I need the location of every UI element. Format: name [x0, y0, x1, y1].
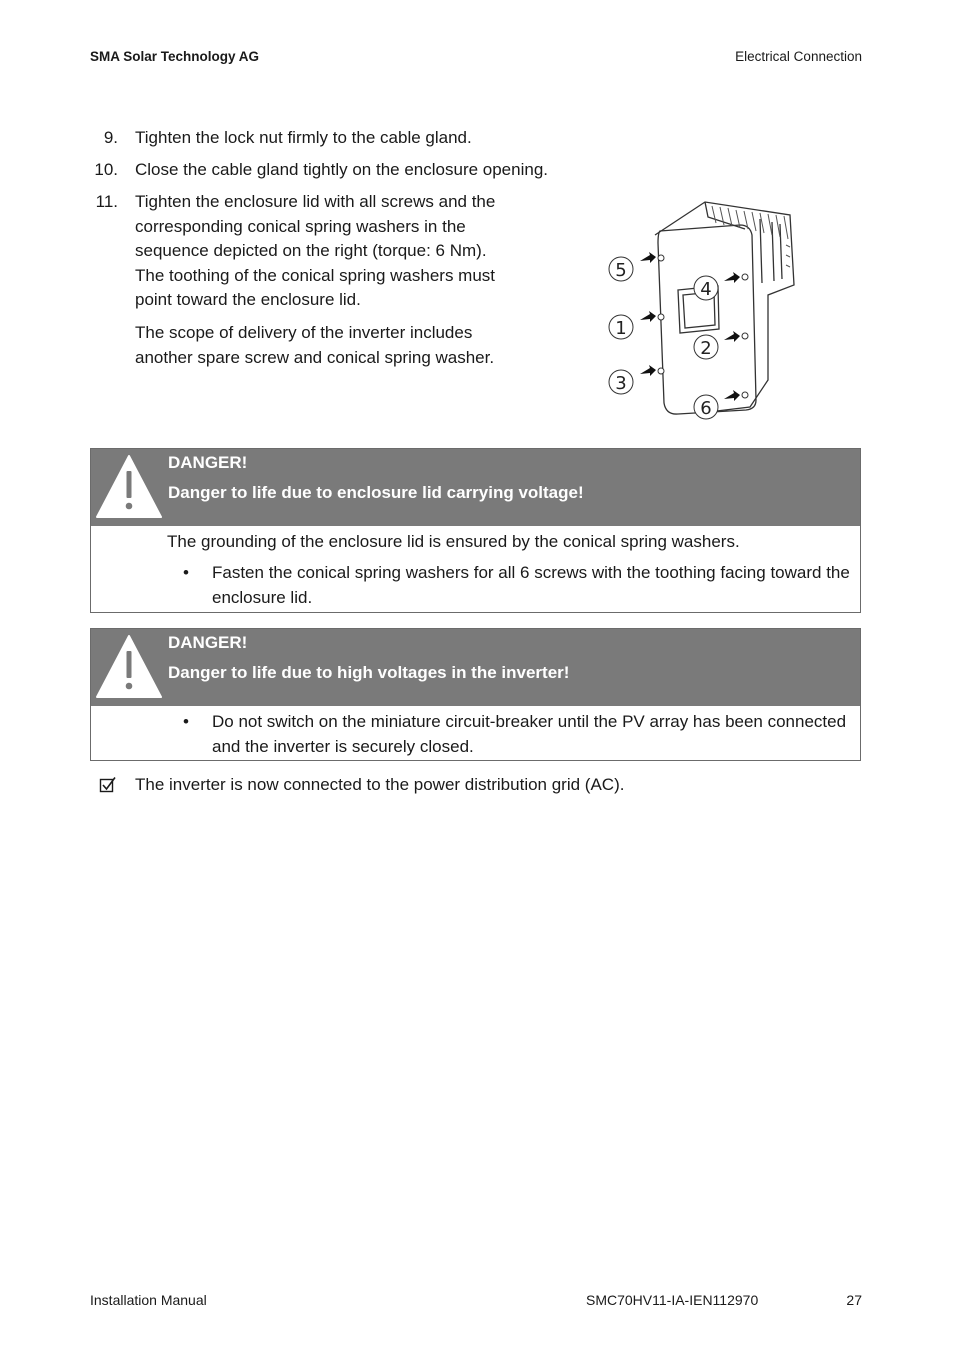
- step-text-line: corresponding conical spring washers in the: [135, 216, 466, 236]
- danger-bullet-line: Fasten the conical spring washers for all 6 screws with the toothing facing toward the: [212, 563, 850, 582]
- step-text-line: The toothing of the conical spring washers must: [135, 265, 496, 285]
- danger-box-high-voltage: [90, 628, 861, 761]
- checkbox-checked-icon: [99, 776, 117, 794]
- step-number: 10.: [94, 160, 118, 179]
- step-text-line: Tighten the enclosure lid with all screws and the: [135, 192, 496, 211]
- danger-box-enclosure-lid: [90, 448, 861, 613]
- footer-page-number: 27: [846, 1292, 862, 1308]
- danger-bullet-line: and the inverter is securely closed.: [212, 737, 474, 756]
- result-text: The inverter is now connected to the power distribution grid (AC).: [135, 775, 625, 794]
- footer-doc-id: SMC70HV11-IA-IEN112970: [586, 1292, 759, 1308]
- inverter-screw-sequence-figure: [600, 195, 805, 425]
- danger-header: [91, 629, 860, 706]
- danger-title: Danger to life due to high voltages in the inverter!: [168, 663, 570, 682]
- screw-label-2: 2: [700, 338, 712, 359]
- danger-bullet-line: Do not switch on the miniature circuit-breaker until the PV array has been connected: [212, 712, 847, 731]
- danger-title: Danger to life due to enclosure lid carrying voltage!: [168, 483, 584, 502]
- step-text-line: point toward the enclosure lid.: [135, 290, 361, 309]
- screw-label-4: 4: [700, 279, 712, 300]
- header-company: SMA Solar Technology AG: [90, 49, 260, 64]
- danger-signal-word: DANGER!: [168, 453, 248, 472]
- step-note-line: another spare screw and conical spring washer.: [135, 347, 495, 367]
- danger-signal-word: DANGER!: [168, 633, 248, 652]
- danger-header: [91, 449, 860, 526]
- danger-bullet-line: enclosure lid.: [212, 588, 313, 607]
- step-text: Close the cable gland tightly on the enclosure opening.: [135, 160, 549, 179]
- step-note-line: The scope of delivery of the inverter includes: [135, 323, 473, 342]
- danger-text: The grounding of the enclosure lid is ensured by the conical spring washers.: [167, 532, 740, 551]
- step-text: Tighten the lock nut firmly to the cable gland.: [135, 128, 472, 147]
- step-number: 9.: [103, 128, 118, 147]
- header-section: Electrical Connection: [735, 49, 862, 64]
- bullet-point: •: [183, 712, 189, 731]
- bullet-point: •: [183, 563, 189, 582]
- screw-label-6: 6: [700, 398, 712, 419]
- footer-manual-title: Installation Manual: [90, 1292, 207, 1308]
- screw-label-3: 3: [615, 373, 627, 394]
- warning-triangle-icon: [95, 633, 163, 700]
- step-number: 11.: [95, 192, 118, 211]
- step-text-line: sequence depicted on the right (torque: 6 Nm).: [135, 241, 487, 260]
- screw-label-1: 1: [615, 318, 627, 339]
- screw-label-5: 5: [615, 260, 627, 281]
- warning-triangle-icon: [95, 453, 163, 520]
